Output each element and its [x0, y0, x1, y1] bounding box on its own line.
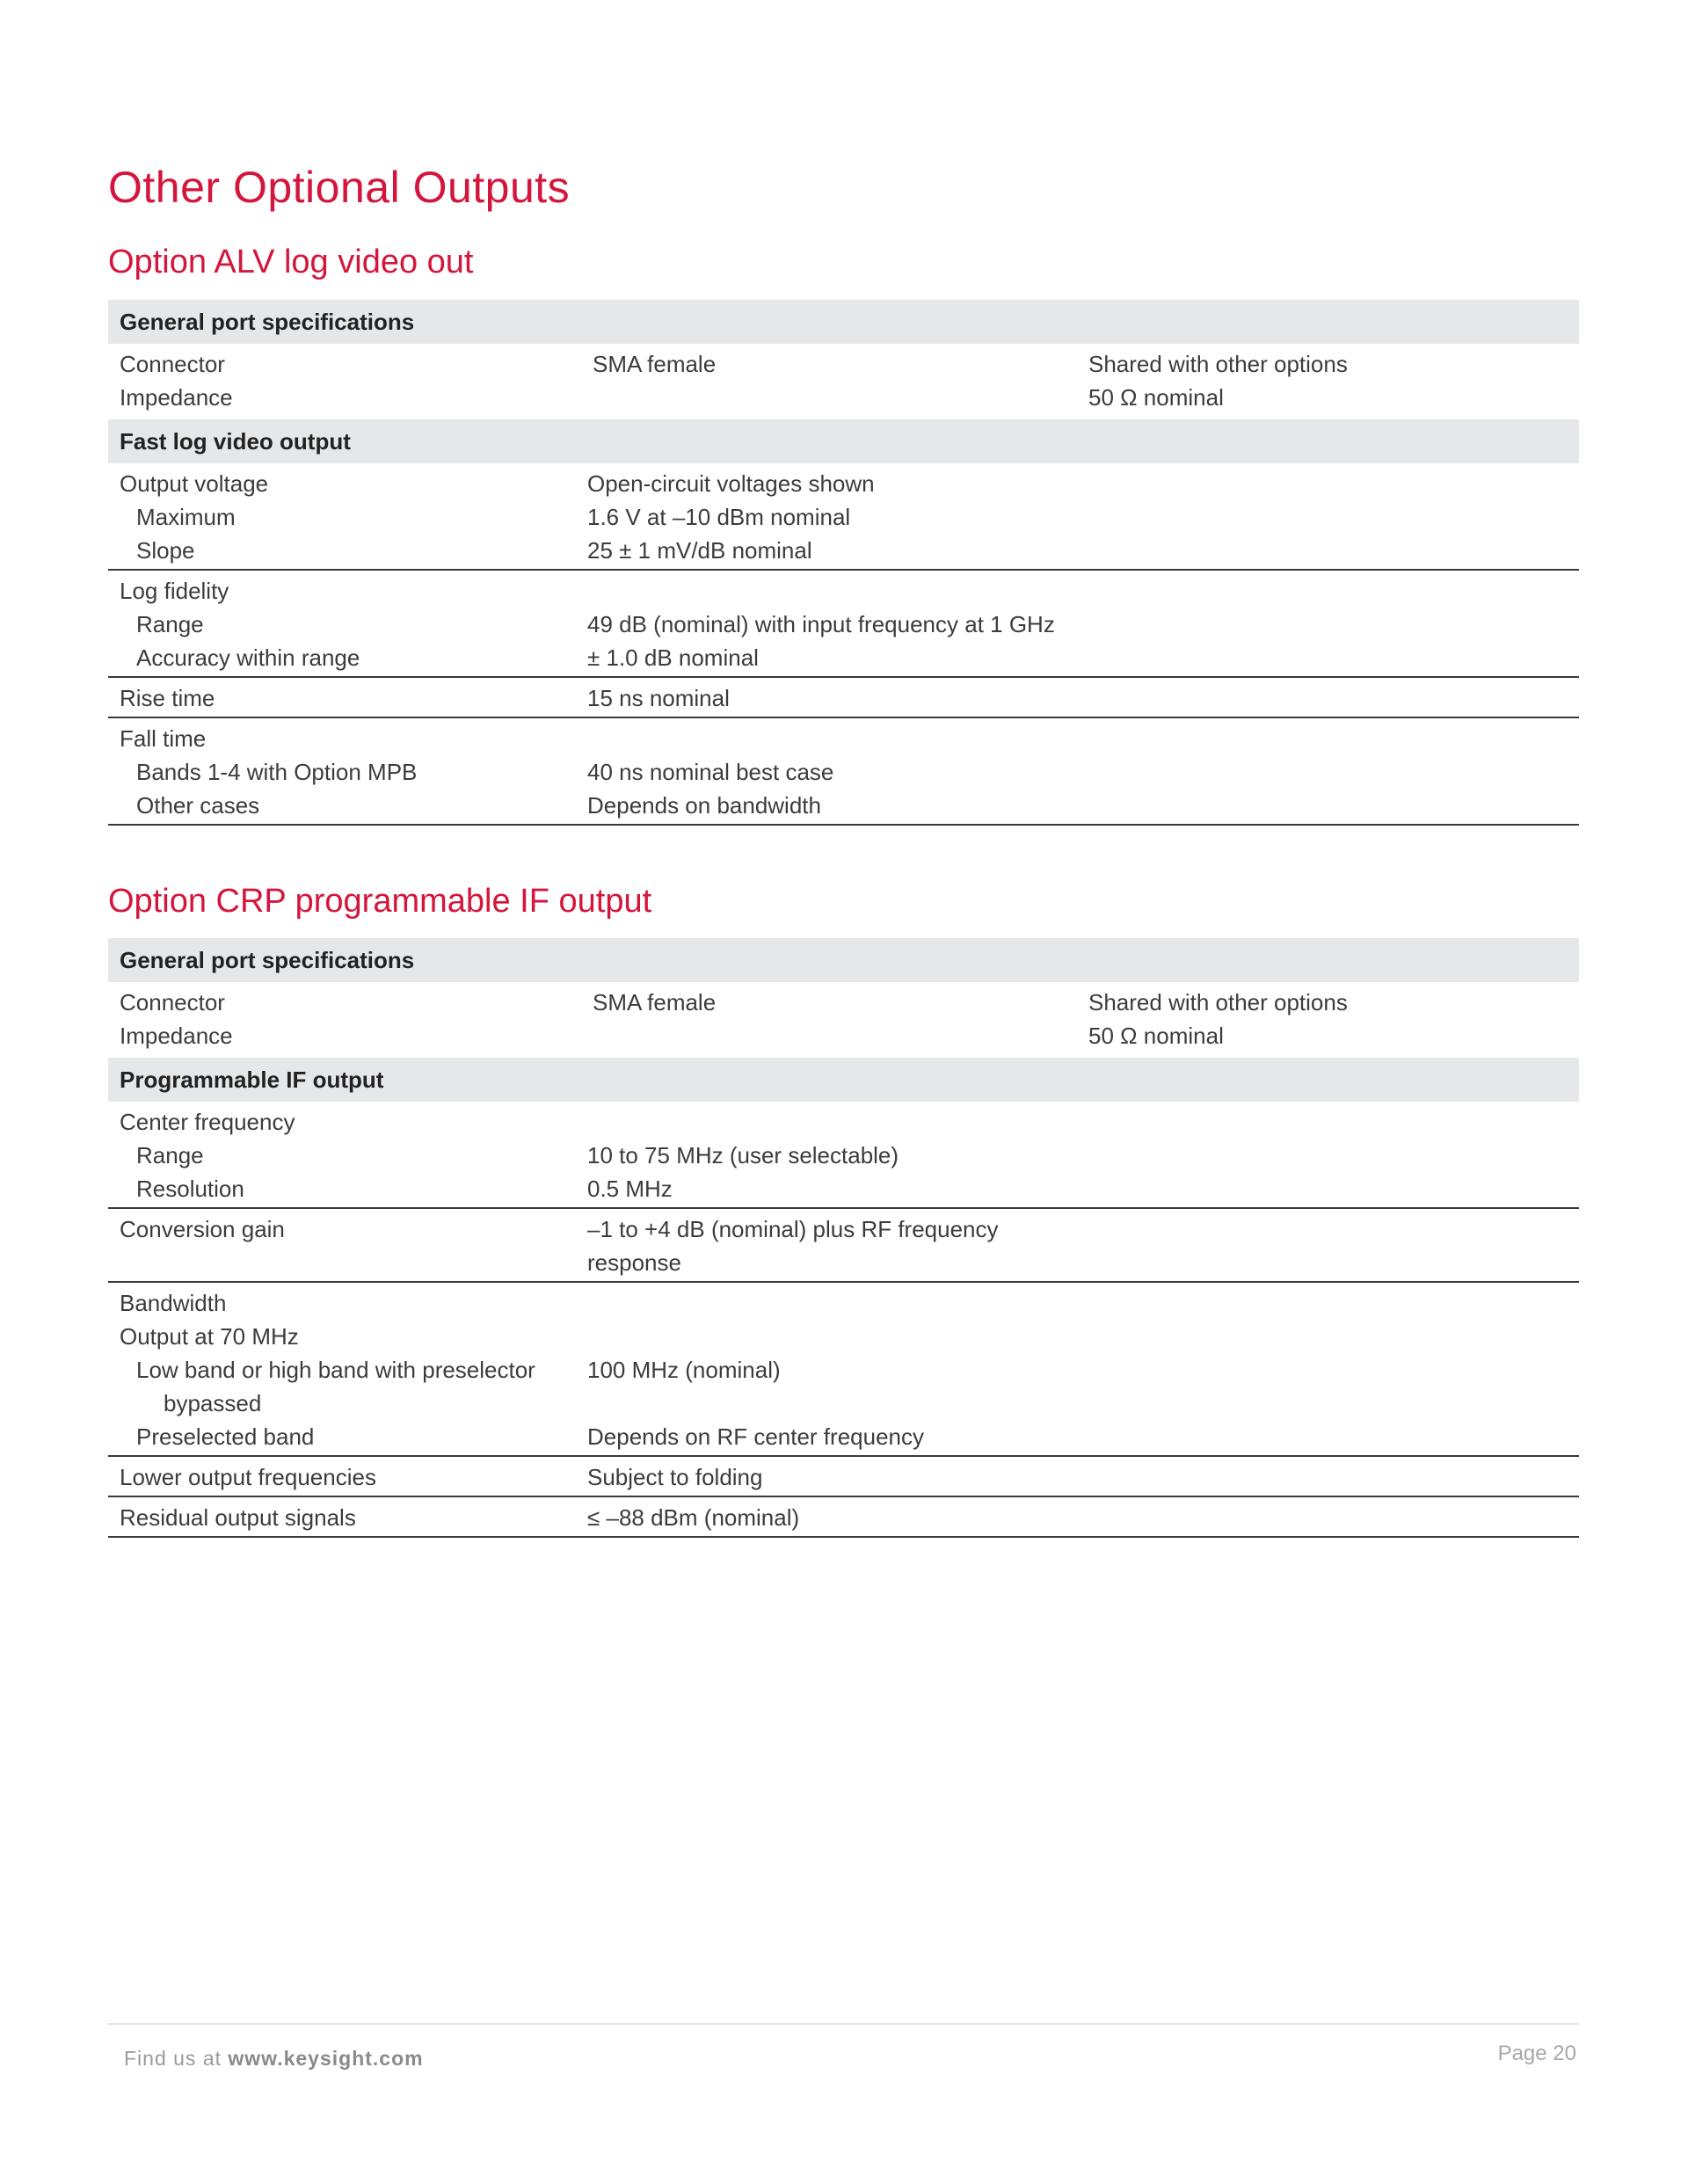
- row-note: Shared with other options: [1088, 351, 1348, 377]
- table-row: [108, 1283, 1579, 1457]
- spec-table-alv: [108, 300, 1579, 826]
- spec-table-crp: [108, 938, 1579, 1538]
- table-row: [108, 1209, 1579, 1283]
- row-value: [587, 722, 1088, 755]
- row-value: [587, 574, 1088, 608]
- table-row: [108, 571, 1579, 678]
- row-label: Log fidelity: [120, 578, 229, 604]
- table-row: [108, 1497, 1579, 1538]
- row-label: Slope: [136, 537, 195, 564]
- row-value: Depends on bandwidth: [587, 792, 821, 819]
- row-value: [587, 1320, 1088, 1353]
- row-label: Impedance: [120, 1023, 233, 1049]
- row-value: 40 ns nominal best case: [587, 759, 834, 785]
- footer-find-us-label: Find us at: [124, 2047, 222, 2070]
- footer-url-link[interactable]: www.keysight.com: [228, 2047, 424, 2070]
- row-value: 0.5 MHz: [587, 1176, 673, 1202]
- row-label: Residual output signals: [120, 1504, 356, 1531]
- row-value: 49 dB (nominal) with input frequency at 1 GHz: [587, 611, 1055, 637]
- row-value: 15 ns nominal: [587, 685, 730, 711]
- row-label: Bandwidth: [120, 1290, 227, 1316]
- row-label: Center frequency: [120, 1109, 295, 1135]
- page-number: Page 20: [1497, 2042, 1576, 2065]
- row-value: 1.6 V at –10 dBm nominal: [587, 504, 851, 530]
- row-value: SMA female: [593, 989, 717, 1016]
- row-note: Shared with other options: [1088, 989, 1348, 1016]
- footer-divider: [108, 2023, 1579, 2025]
- table-row: [108, 982, 1579, 1058]
- table-subheader: Fast log video output: [108, 419, 1579, 463]
- table-row: [108, 1102, 1579, 1209]
- row-value: 10 to 75 MHz (user selectable): [587, 1142, 899, 1168]
- section-title-crp: Option CRP programmable IF output: [108, 883, 652, 920]
- row-value: [587, 1286, 1088, 1320]
- row-label: Connector: [120, 351, 225, 377]
- row-label: Connector: [120, 989, 225, 1016]
- row-label: Other cases: [136, 792, 260, 819]
- row-value: Depends on RF center frequency: [587, 1423, 924, 1450]
- row-label: Bands 1-4 with Option MPB: [136, 759, 418, 785]
- row-value: ± 1.0 dB nominal: [587, 644, 759, 671]
- row-label: Maximum: [136, 504, 236, 530]
- row-label: Impedance: [120, 384, 233, 411]
- row-label: Preselected band: [136, 1423, 315, 1450]
- table-subheader: Programmable IF output: [108, 1058, 1579, 1102]
- table-row: [108, 1457, 1579, 1497]
- row-note: 50 Ω nominal: [1088, 384, 1224, 411]
- row-value: [587, 1387, 1088, 1420]
- row-label: Output at 70 MHz: [120, 1323, 299, 1350]
- row-label: Range: [136, 611, 204, 637]
- row-label: Low band or high band with preselector: [136, 1357, 535, 1383]
- row-note: 50 Ω nominal: [1088, 1023, 1224, 1049]
- table-row: [108, 718, 1579, 826]
- row-label: Lower output frequencies: [120, 1464, 376, 1490]
- row-label: Output voltage: [120, 470, 269, 497]
- footer-find-us: [124, 2047, 424, 2071]
- table-row: [108, 344, 1579, 419]
- table-header: General port specifications: [108, 938, 1579, 982]
- section-title-alv: Option ALV log video out: [108, 244, 474, 280]
- page-title: Other Optional Outputs: [108, 163, 571, 212]
- row-value: Subject to folding: [587, 1464, 763, 1490]
- row-label: bypassed: [164, 1390, 262, 1416]
- row-value: 25 ± 1 mV/dB nominal: [587, 537, 812, 564]
- row-value: –1 to +4 dB (nominal) plus RF frequency response: [587, 1216, 999, 1276]
- row-label: Conversion gain: [120, 1216, 285, 1242]
- row-label: Range: [136, 1142, 204, 1168]
- row-label: Fall time: [120, 725, 207, 752]
- table-row: [108, 463, 1579, 571]
- table-row: [108, 678, 1579, 718]
- row-value: ≤ –88 dBm (nominal): [587, 1504, 800, 1531]
- row-label: Rise time: [120, 685, 215, 711]
- row-label: Resolution: [136, 1176, 244, 1202]
- row-value: Open-circuit voltages shown: [587, 470, 875, 497]
- row-value: SMA female: [593, 351, 717, 377]
- row-value: 100 MHz (nominal): [587, 1357, 781, 1383]
- table-header: General port specifications: [108, 300, 1579, 344]
- row-value: [587, 1105, 1088, 1139]
- row-label: Accuracy within range: [136, 644, 360, 671]
